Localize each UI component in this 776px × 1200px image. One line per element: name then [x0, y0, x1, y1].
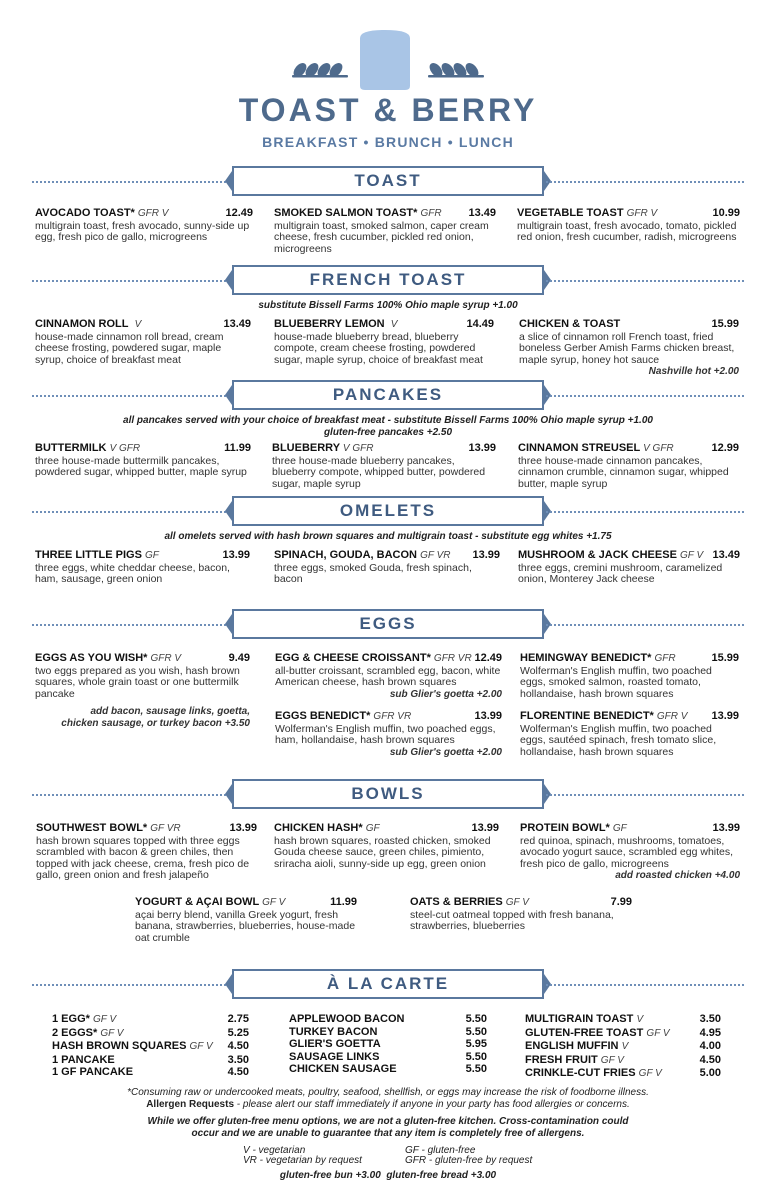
divider: [32, 624, 230, 626]
section-banner-a-la-carte: [0, 969, 776, 1001]
item-tags: GF: [612, 823, 627, 834]
item-tags: GFR: [420, 208, 442, 219]
item-tags: GF: [145, 550, 159, 561]
item-price: 4.50: [699, 1053, 721, 1066]
item-name: GLIER'S GOETTA: [289, 1038, 381, 1050]
section-title: À LA CARTE: [232, 969, 544, 999]
item-desc: three house-made cinnamon pancakes, cinnamon crumble, cinnamon sugar, whipped butter, maple syrup: [518, 454, 729, 490]
list-item: [52, 1027, 249, 1041]
item-price: 3.50: [227, 1053, 249, 1066]
menu-item: [520, 653, 739, 700]
item-price: 13.99: [471, 822, 499, 834]
item-desc: three eggs, white cheddar cheese, bacon, ham, sausage, green onion: [35, 561, 230, 585]
section-title: OMELETS: [232, 496, 544, 526]
menu-item: [275, 653, 502, 700]
item-name: CRINKLE-CUT FRIES: [525, 1067, 636, 1079]
item-desc: all-butter croissant, scrambled egg, bacon, white American cheese, hash brown squares: [275, 664, 501, 688]
item-price: 5.00: [699, 1067, 721, 1079]
list-item: [52, 1013, 249, 1027]
item-desc: hash brown squares topped with three eggs scrambled with bacon & green chiles, then topped with jack cheese, crema, fresh pico de gallo, green onion and fresh jalapeño: [36, 834, 250, 881]
item-price: 13.99: [468, 442, 496, 454]
list-item: [525, 1040, 721, 1054]
item-price: 4.00: [699, 1040, 721, 1052]
section-title: BOWLS: [232, 779, 544, 809]
item-addon: add bacon, sausage links, goetta, chicken sausage, or turkey bacon +3.50: [61, 706, 250, 729]
item-desc: hash brown squares, roasted chicken, smoked Gouda cheese sauce, green chiles, pimiento, sriracha aioli, sunny-side up egg, green onion: [274, 834, 491, 870]
menu-item: [274, 550, 500, 586]
list-item: [525, 1013, 721, 1027]
item-price: 3.50: [699, 1013, 721, 1025]
item-price: 5.95: [465, 1038, 487, 1050]
item-tags: GFR V: [626, 208, 658, 219]
section-title: FRENCH TOAST: [232, 265, 544, 295]
list-item: [289, 1051, 487, 1064]
item-name: TURKEY BACON: [289, 1025, 378, 1038]
item-price: 5.50: [465, 1013, 487, 1025]
divider: [32, 181, 230, 183]
item-tags: GFR V: [656, 711, 688, 722]
item-name: SPINACH, GOUDA, BACON: [274, 549, 418, 561]
item-price: 13.99: [472, 549, 500, 561]
bread-logo-icon: [0, 28, 776, 98]
item-tags: GFR V: [150, 653, 182, 664]
item-name: 2 EGGS*: [52, 1026, 98, 1039]
item-name: EGGS AS YOU WISH*: [35, 652, 148, 664]
item-price: 13.99: [222, 549, 250, 561]
item-price: 4.95: [699, 1026, 721, 1039]
item-desc: multigrain toast, fresh avocado, sunny-side up egg, fresh pico de gallo, microgreens: [35, 219, 250, 243]
section-banner-bowls: [0, 779, 776, 811]
divider: [32, 280, 230, 282]
menu-item: [135, 897, 357, 944]
item-price: 5.25: [227, 1026, 249, 1039]
item-price: 13.99: [474, 710, 502, 722]
item-tags: GF V: [679, 550, 704, 561]
item-desc: house-made blueberry bread, blueberry compote, cream cheese frosting, powdered sugar, maple syrup, choice of breakfast meat: [274, 330, 483, 366]
legend-item: VR - vegetarian by request: [243, 1155, 362, 1166]
menu-item: [36, 823, 257, 882]
item-name: 1 GF PANCAKE: [52, 1066, 134, 1078]
item-tags: GFR: [654, 653, 676, 664]
item-price: 15.99: [711, 652, 739, 664]
menu-item: [35, 653, 250, 729]
item-tags: GF V: [600, 1054, 624, 1066]
item-desc: Wolferman's English muffin, two poached eggs, sautéed spinach, fresh tomato slice, hollandaise, hash brown squares: [520, 722, 717, 758]
section-note: all omelets served with hash brown squares and multigrain toast - substitute egg whites +1.75: [164, 531, 612, 542]
item-price: 12.49: [474, 652, 502, 664]
section-title: TOAST: [232, 166, 544, 196]
divider: [546, 624, 744, 626]
item-name: CINNAMON STREUSEL: [518, 442, 641, 454]
item-price: 5.50: [465, 1025, 487, 1038]
item-desc: multigrain toast, fresh avocado, tomato, pickled red onion, fresh cucumber, radish, microgreens: [517, 219, 737, 243]
item-tags: GF VR: [420, 550, 451, 561]
item-tags: GF VR: [150, 823, 181, 834]
divider: [546, 984, 744, 986]
legend-item: V - vegetarian: [243, 1145, 306, 1156]
item-desc: house-made cinnamon roll bread, cream cheese frosting, powdered sugar, maple syrup, choice of breakfast meat: [35, 330, 224, 366]
item-addon: add roasted chicken +4.00: [615, 870, 740, 881]
divider: [32, 511, 230, 513]
legend-item: GFR - gluten-free by request: [405, 1155, 533, 1166]
item-name: THREE LITTLE PIGS: [35, 549, 142, 561]
item-desc: three house-made buttermilk pancakes, powdered sugar, whipped butter, maple syrup: [35, 454, 247, 478]
item-price: 9.49: [228, 652, 250, 664]
section-banner-french-toast: [0, 265, 776, 297]
item-tags: GF V: [638, 1068, 662, 1079]
a-la-carte-column: [289, 1013, 487, 1076]
item-tags: V: [134, 319, 142, 330]
gluten-free-extras: gluten-free bun +3.00 gluten-free bread +3.00: [279, 1170, 497, 1181]
section-title: PANCAKES: [232, 380, 544, 410]
divider: [546, 395, 744, 397]
item-name: MULTIGRAIN TOAST: [525, 1013, 634, 1025]
item-tags: V GFR: [643, 443, 674, 454]
menu-item: [410, 897, 632, 933]
item-name: EGG & CHEESE CROISSANT*: [275, 652, 431, 664]
menu-item: [274, 208, 496, 255]
menu-item: [35, 443, 251, 479]
item-desc: three house-made blueberry pancakes, blueberry compote, whipped butter, powdered sugar, maple syrup: [272, 454, 486, 490]
divider: [546, 794, 744, 796]
allergen-notice: [0, 1099, 776, 1111]
item-name: APPLEWOOD BACON: [289, 1013, 405, 1025]
item-name: BUTTERMILK: [35, 442, 107, 454]
legend-item: GF - gluten-free: [405, 1145, 476, 1156]
item-price: 5.50: [465, 1063, 487, 1075]
item-tags: V GFR: [342, 443, 374, 454]
item-desc: three eggs, cremini mushroom, caramelized onion, Monterey Jack cheese: [518, 561, 723, 585]
item-name: 1 PANCAKE: [52, 1053, 115, 1066]
item-tags: V: [636, 1014, 644, 1025]
item-tags: GF V: [262, 897, 286, 908]
item-desc: multigrain toast, smoked salmon, caper cream cheese, fresh cucumber, pickled red onion, microgreens: [274, 219, 489, 255]
item-desc: red quinoa, spinach, mushrooms, tomatoes, avocado yogurt sauce, scrambled egg whites, fresh pico de gallo, microgreens: [520, 834, 734, 870]
section-title: EGGS: [232, 609, 544, 639]
list-item: [52, 1040, 249, 1054]
item-price: 10.99: [712, 207, 740, 219]
menu-item: [519, 319, 739, 378]
divider: [32, 794, 230, 796]
item-tags: GF: [365, 823, 380, 834]
item-price: 13.99: [229, 822, 257, 834]
item-price: 5.50: [465, 1050, 487, 1063]
menu-item: [35, 208, 253, 244]
list-item: [289, 1063, 487, 1076]
menu-item: [275, 711, 502, 758]
section-banner-omelets: [0, 496, 776, 528]
item-name: AVOCADO TOAST*: [35, 207, 135, 219]
list-item: [289, 1013, 487, 1026]
brand-subtitle: BREAKFAST • BRUNCH • LUNCH: [262, 134, 514, 150]
item-addon: sub Glier's goetta +2.00: [389, 688, 502, 700]
menu-item: [274, 319, 494, 366]
item-addon: Nashville hot +2.00: [648, 366, 739, 377]
item-name: FRESH FRUIT: [525, 1053, 598, 1066]
item-name: ENGLISH MUFFIN: [525, 1040, 619, 1052]
item-name: MUSHROOM & JACK CHEESE: [518, 549, 677, 561]
item-price: 14.49: [466, 318, 494, 330]
list-item: [52, 1066, 249, 1079]
item-price: 12.49: [225, 207, 253, 219]
item-price: 13.49: [223, 318, 251, 330]
item-desc: Wolferman's English muffin, two poached eggs, smoked salmon, roasted tomato, hollandaise, hash brown squares: [520, 664, 712, 700]
item-price: 13.49: [468, 207, 496, 219]
item-tags: GFR V: [137, 208, 169, 219]
menu-item: [520, 823, 740, 882]
section-note: all pancakes served with your choice of breakfast meat - substitute Bissell Farms 100% Ohio maple syrup +1.00: [123, 415, 653, 426]
menu-item: [518, 443, 739, 490]
item-price: 2.75: [227, 1013, 249, 1025]
item-tags: GF V: [92, 1014, 117, 1025]
brand-title: TOAST & BERRY: [238, 92, 538, 128]
item-name: CHICKEN & TOAST: [519, 318, 621, 330]
divider: [546, 280, 744, 282]
item-tags: GF V: [189, 1041, 213, 1052]
item-name: 1 EGG*: [52, 1013, 90, 1025]
menu-item: [518, 550, 740, 586]
section-note: gluten-free pancakes +2.50: [323, 427, 453, 438]
list-item: [525, 1054, 721, 1068]
item-desc: steel-cut oatmeal topped with fresh banana, strawberries, blueberries: [410, 908, 614, 932]
disclaimer: *Consuming raw or undercooked meats, poultry, seafood, shellfish, or eggs may increase the risk of foodborne illness.: [127, 1087, 649, 1098]
section-banner-pancakes: [0, 380, 776, 412]
item-name: CHICKEN SAUSAGE: [289, 1063, 397, 1075]
item-price: 11.99: [224, 442, 251, 454]
divider: [32, 395, 230, 397]
item-name: HASH BROWN SQUARES: [52, 1040, 187, 1052]
menu-item: [35, 550, 250, 586]
item-name: BLUEBERRY: [272, 442, 340, 454]
list-item: [289, 1026, 487, 1039]
item-name: SOUTHWEST BOWL*: [36, 822, 148, 834]
menu-item: [517, 208, 740, 244]
item-desc: Wolferman's English muffin, two poached eggs, ham, hollandaise, hash brown squares: [275, 722, 496, 746]
item-name: SMOKED SALMON TOAST*: [274, 207, 418, 219]
item-price: 13.99: [711, 710, 739, 722]
divider: [32, 984, 230, 986]
item-name: BLUEBERRY LEMON: [274, 318, 385, 330]
section-banner-eggs: [0, 609, 776, 641]
item-price: 4.50: [227, 1066, 249, 1078]
menu-item: [35, 319, 251, 366]
item-tags: GF V: [505, 897, 529, 908]
item-name: VEGETABLE TOAST: [517, 207, 624, 219]
section-note: substitute Bissell Farms 100% Ohio maple syrup +1.00: [258, 300, 518, 311]
section-banner-toast: [0, 166, 776, 198]
list-item: [289, 1038, 487, 1051]
item-tags: GF V: [646, 1027, 670, 1039]
menu-item: [272, 443, 496, 490]
menu-item: [274, 823, 499, 870]
item-name: SAUSAGE LINKS: [289, 1050, 380, 1063]
item-desc: two eggs prepared as you wish, hash brown squares, whole grain toast or one buttermilk pancake: [35, 664, 240, 700]
item-name: PROTEIN BOWL*: [520, 822, 610, 834]
divider: [546, 181, 744, 183]
item-tags: GFR VR: [433, 653, 472, 664]
allergen-label: Allergen Requests: [146, 1099, 235, 1110]
list-item: [525, 1027, 721, 1041]
item-name: HEMINGWAY BENEDICT*: [520, 652, 652, 664]
divider: [546, 511, 744, 513]
menu-item: [520, 711, 739, 758]
item-price: 13.49: [712, 549, 740, 561]
item-addon: sub Glier's goetta +2.00: [389, 746, 502, 758]
item-tags: V GFR: [109, 443, 141, 454]
item-name: CINNAMON ROLL: [35, 318, 129, 330]
item-tags: GF V: [100, 1027, 124, 1039]
item-tags: V: [621, 1041, 629, 1052]
item-name: EGGS BENEDICT*: [275, 710, 371, 722]
gluten-free-notice: While we offer gluten-free menu options, we are not a gluten-free kitchen. Cross-contamination could: [147, 1116, 629, 1127]
gluten-free-notice: occur and we are unable to guarantee that any item is completely free of allergens.: [191, 1128, 585, 1139]
item-name: YOGURT & AÇAI BOWL: [135, 896, 260, 908]
item-desc: açai berry blend, vanilla Greek yogurt, fresh banana, strawberries, blueberries, house-made oat crumble: [135, 908, 356, 944]
item-desc: three eggs, smoked Gouda, fresh spinach, bacon: [274, 561, 472, 585]
item-tags: V: [390, 319, 398, 330]
item-price: 15.99: [711, 318, 739, 330]
item-name: OATS & BERRIES: [410, 896, 503, 908]
item-name: GLUTEN-FREE TOAST: [525, 1026, 644, 1039]
item-tags: GFR VR: [373, 711, 412, 722]
item-price: 13.99: [712, 822, 740, 834]
item-price: 11.99: [330, 896, 357, 908]
list-item: [525, 1067, 721, 1081]
item-price: 7.99: [610, 896, 632, 908]
item-price: 12.99: [711, 442, 739, 454]
item-price: 4.50: [227, 1040, 249, 1052]
a-la-carte-column: [525, 1013, 721, 1081]
item-desc: a slice of cinnamon roll French toast, fried boneless Gerber Amish Farms chicken breast, maple syrup, honey hot sauce: [519, 330, 735, 366]
item-name: CHICKEN HASH*: [274, 822, 363, 834]
a-la-carte-column: [52, 1013, 249, 1079]
item-name: FLORENTINE BENEDICT*: [520, 710, 654, 722]
allergen-text: - please alert our staff immediately if anyone in your party has food allergies or concerns.: [234, 1099, 630, 1110]
list-item: [52, 1054, 249, 1067]
